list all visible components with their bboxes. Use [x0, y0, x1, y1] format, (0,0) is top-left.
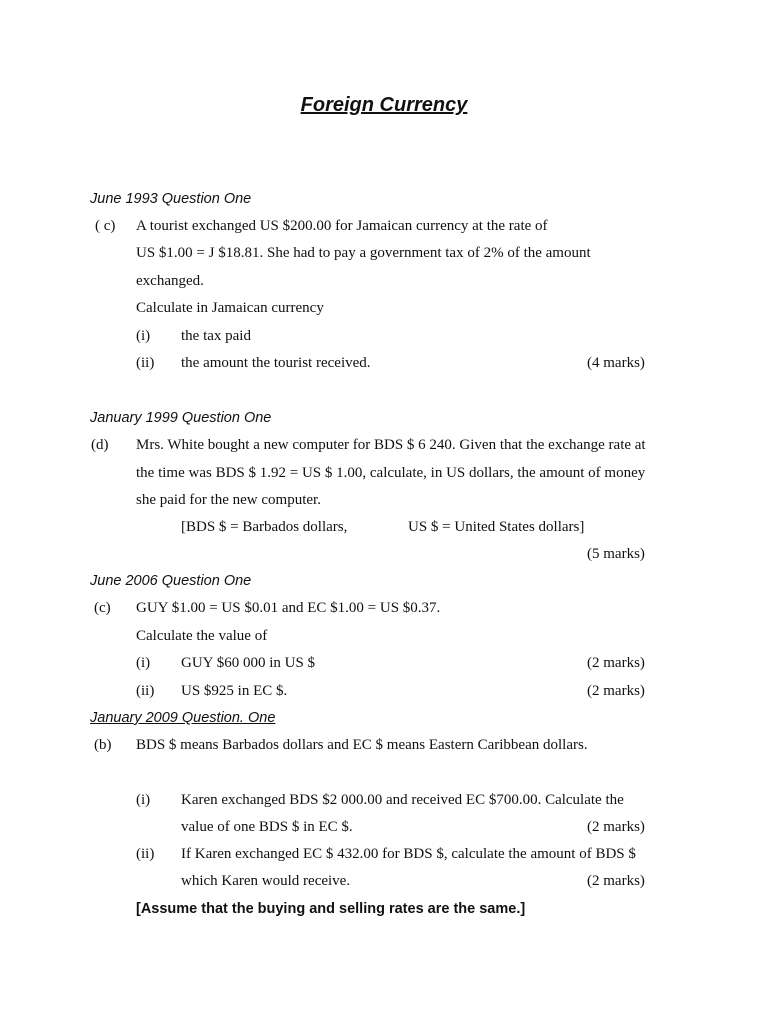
q2-note-right: US $ = United States dollars]: [408, 519, 585, 535]
q4-part-i-label: (i): [136, 792, 151, 808]
q4-part-i-marks: (2 marks): [587, 819, 645, 835]
q3-part-ii-text: US $925 in EC $.: [181, 683, 288, 699]
q4-assumption-note: [Assume that the buying and selling rates are the same.]: [136, 901, 526, 917]
q1-part-i-label: (i): [136, 328, 151, 344]
page-title: Foreign Currency: [300, 94, 468, 116]
q4-heading: January 2009 Question. One: [90, 710, 276, 726]
q3-part-i-label: (i): [136, 655, 151, 671]
q3-part-ii-marks: (2 marks): [587, 683, 645, 699]
q3-heading: June 2006 Question One: [90, 573, 252, 589]
q2-marks: (5 marks): [587, 546, 645, 562]
q2-note-left: [BDS $ = Barbados dollars,: [181, 519, 348, 535]
q4-line-1: BDS $ means Barbados dollars and EC $ means Eastern Caribbean dollars.: [136, 737, 588, 753]
q2-label: (d): [91, 437, 109, 453]
q4-part-ii-line-1: If Karen exchanged EC $ 432.00 for BDS $, calculate the amount of BDS $: [181, 846, 636, 862]
q2-line-3: she paid for the new computer.: [136, 492, 321, 508]
q2-heading: January 1999 Question One: [90, 410, 272, 426]
q4-part-i-line-1: Karen exchanged BDS $2 000.00 and received EC $700.00. Calculate the: [181, 792, 624, 808]
q1-line-1: A tourist exchanged US $200.00 for Jamaican currency at the rate of: [136, 218, 548, 234]
q2-line-1: Mrs. White bought a new computer for BDS $ 6 240. Given that the exchange rate at: [136, 437, 646, 453]
q3-line-1: GUY $1.00 = US $0.01 and EC $1.00 = US $0.37.: [136, 600, 441, 616]
q4-part-ii-label: (ii): [136, 846, 155, 862]
q3-label: (c): [94, 600, 111, 616]
q4-part-ii-line-2: which Karen would receive.: [181, 873, 351, 889]
q4-part-ii-marks: (2 marks): [587, 873, 645, 889]
q3-part-ii-label: (ii): [136, 683, 155, 699]
q3-part-i-text: GUY $60 000 in US $: [181, 655, 316, 671]
q4-part-i-line-2: value of one BDS $ in EC $.: [181, 819, 353, 835]
q1-part-ii-text: the amount the tourist received.: [181, 355, 371, 371]
q2-line-2: the time was BDS $ 1.92 = US $ 1.00, calculate, in US dollars, the amount of money: [136, 465, 646, 481]
q1-line-4: Calculate in Jamaican currency: [136, 300, 324, 316]
q1-part-i-text: the tax paid: [181, 328, 251, 344]
q3-line-2: Calculate the value of: [136, 628, 268, 644]
q1-line-2: US $1.00 = J $18.81. She had to pay a government tax of 2% of the amount: [136, 245, 591, 261]
q3-part-i-marks: (2 marks): [587, 655, 645, 671]
q1-heading: June 1993 Question One: [90, 191, 252, 207]
q1-line-3: exchanged.: [136, 273, 204, 289]
q4-label: (b): [94, 737, 112, 753]
q1-marks: (4 marks): [587, 355, 645, 371]
q1-part-ii-label: (ii): [136, 355, 155, 371]
q1-label: ( c): [95, 218, 116, 234]
